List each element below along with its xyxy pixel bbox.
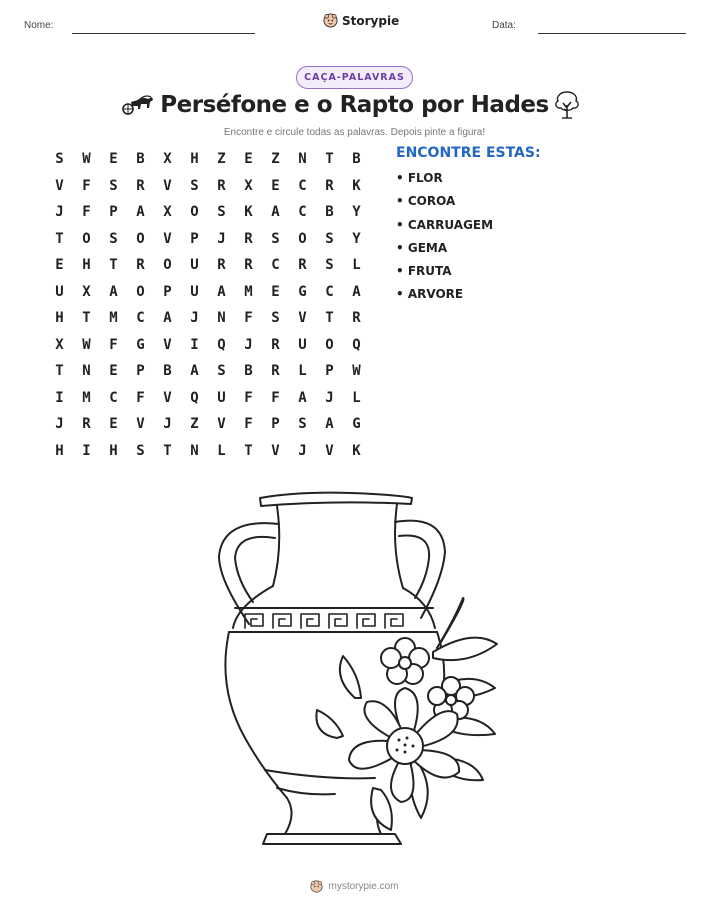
grid-cell[interactable]: W	[82, 151, 91, 168]
grid-cell[interactable]: R	[82, 416, 91, 433]
grid-cell[interactable]: E	[109, 151, 118, 168]
grid-cell[interactable]: F	[82, 177, 91, 194]
grid-cell[interactable]: A	[352, 283, 361, 300]
grid-cell[interactable]: G	[136, 336, 145, 353]
brand	[323, 13, 399, 28]
grid-cell[interactable]: V	[163, 389, 172, 406]
grid-cell[interactable]: R	[271, 363, 280, 380]
grid-cell[interactable]: K	[244, 204, 253, 221]
grid-cell[interactable]: F	[244, 416, 253, 433]
grid-row	[46, 438, 370, 465]
grid-cell[interactable]: C	[325, 283, 334, 300]
vase-with-flowers-image	[205, 488, 505, 863]
grid-cell[interactable]: B	[244, 363, 253, 380]
grid-cell[interactable]: F	[244, 310, 253, 327]
grid-cell[interactable]: S	[271, 230, 280, 247]
grid-cell[interactable]: F	[109, 336, 118, 353]
page-title: Perséfone e o Rapto por Hades	[160, 92, 549, 118]
grid-cell[interactable]: L	[298, 363, 307, 380]
grid-cell[interactable]: J	[163, 416, 172, 433]
grid-cell[interactable]: O	[163, 257, 172, 274]
grid-cell[interactable]: X	[163, 204, 172, 221]
grid-cell[interactable]: S	[190, 177, 199, 194]
grid-cell[interactable]: W	[82, 336, 91, 353]
grid-cell[interactable]: M	[244, 283, 253, 300]
grid-cell[interactable]: R	[325, 177, 334, 194]
date-label: Data:	[492, 20, 516, 31]
grid-cell[interactable]: I	[190, 336, 199, 353]
grid-cell[interactable]: G	[298, 283, 307, 300]
grid-cell[interactable]: Q	[190, 389, 199, 406]
grid-cell[interactable]: X	[82, 283, 91, 300]
grid-cell[interactable]: Z	[217, 151, 226, 168]
footer	[0, 880, 709, 893]
grid-cell[interactable]: R	[136, 177, 145, 194]
grid-cell[interactable]: S	[55, 151, 64, 168]
grid-cell[interactable]: N	[82, 363, 91, 380]
word-list-heading: ENCONTRE ESTAS:	[396, 145, 541, 161]
grid-row	[46, 226, 370, 253]
word-list-item: • GEMA	[396, 240, 448, 255]
grid-cell[interactable]: J	[325, 389, 334, 406]
grid-cell[interactable]: U	[217, 389, 226, 406]
grid-cell[interactable]: V	[55, 177, 64, 194]
grid-cell[interactable]: J	[244, 336, 253, 353]
grid-cell[interactable]: C	[136, 310, 145, 327]
grid-row	[46, 358, 370, 385]
grid-cell[interactable]: N	[298, 151, 307, 168]
grid-cell[interactable]: A	[271, 204, 280, 221]
grid-cell[interactable]: A	[217, 283, 226, 300]
grid-cell[interactable]: H	[82, 257, 91, 274]
grid-cell[interactable]: M	[82, 389, 91, 406]
grid-cell[interactable]: R	[352, 310, 361, 327]
grid-cell[interactable]: T	[109, 257, 118, 274]
grid-cell[interactable]: H	[190, 151, 199, 168]
grid-cell[interactable]: Z	[190, 416, 199, 433]
grid-cell[interactable]: B	[163, 363, 172, 380]
grid-row	[46, 305, 370, 332]
storypie-mascot-icon	[310, 880, 323, 893]
grid-cell[interactable]: Y	[352, 204, 361, 221]
grid-cell[interactable]: V	[136, 416, 145, 433]
grid-cell[interactable]: H	[55, 442, 64, 459]
word-list-item: • ARVORE	[396, 287, 464, 302]
grid-cell[interactable]: E	[244, 151, 253, 168]
grid-cell[interactable]: R	[217, 257, 226, 274]
grid-cell[interactable]: T	[55, 363, 64, 380]
grid-cell[interactable]: V	[325, 442, 334, 459]
grid-cell[interactable]: P	[163, 283, 172, 300]
grid-cell[interactable]: X	[244, 177, 253, 194]
grid-cell[interactable]: Z	[271, 151, 280, 168]
footer-url[interactable]: mystorypie.com	[328, 881, 399, 892]
grid-cell[interactable]: H	[55, 310, 64, 327]
grid-cell[interactable]: O	[190, 204, 199, 221]
grid-row	[46, 411, 370, 438]
grid-cell[interactable]: J	[55, 416, 64, 433]
grid-cell[interactable]: T	[244, 442, 253, 459]
grid-cell[interactable]: C	[298, 177, 307, 194]
grid-cell[interactable]: B	[352, 151, 361, 168]
grid-cell[interactable]: P	[190, 230, 199, 247]
grid-cell[interactable]: V	[271, 442, 280, 459]
grid-cell[interactable]: O	[136, 230, 145, 247]
grid-cell[interactable]: F	[136, 389, 145, 406]
grid-row	[46, 332, 370, 359]
word-list	[396, 171, 493, 311]
grid-cell[interactable]: Y	[352, 230, 361, 247]
grid-cell[interactable]: S	[298, 416, 307, 433]
grid-cell[interactable]: E	[271, 283, 280, 300]
grid-cell[interactable]: U	[55, 283, 64, 300]
grid-cell[interactable]: R	[136, 257, 145, 274]
grid-cell[interactable]: V	[163, 336, 172, 353]
grid-cell[interactable]: V	[298, 310, 307, 327]
grid-cell[interactable]: C	[271, 257, 280, 274]
grid-cell[interactable]: A	[325, 416, 334, 433]
grid-cell[interactable]: A	[109, 283, 118, 300]
category-badge: CAÇA-PALAVRAS	[296, 66, 413, 89]
name-line	[72, 33, 255, 34]
date-line	[538, 33, 686, 34]
grid-cell[interactable]: N	[190, 442, 199, 459]
grid-cell[interactable]: R	[298, 257, 307, 274]
grid-cell[interactable]: I	[82, 442, 91, 459]
grid-cell[interactable]: V	[217, 416, 226, 433]
grid-cell[interactable]: E	[109, 416, 118, 433]
grid-cell[interactable]: L	[352, 257, 361, 274]
grid-cell[interactable]: F	[271, 389, 280, 406]
grid-cell[interactable]: F	[244, 389, 253, 406]
grid-cell[interactable]: Q	[352, 336, 361, 353]
brand-name: Storypie	[342, 13, 400, 28]
grid-cell[interactable]: P	[325, 363, 334, 380]
grid-cell[interactable]: J	[55, 204, 64, 221]
grid-row	[46, 252, 370, 279]
grid-cell[interactable]: U	[298, 336, 307, 353]
instructions: Encontre e circule todas as palavras. Depois pinte a figura!	[223, 127, 486, 138]
grid-cell[interactable]: S	[325, 257, 334, 274]
grid-cell[interactable]: X	[55, 336, 64, 353]
grid-row	[46, 199, 370, 226]
grid-cell[interactable]: U	[190, 257, 199, 274]
grid-cell[interactable]: T	[163, 442, 172, 459]
grid-cell[interactable]: G	[352, 416, 361, 433]
grid-cell[interactable]: S	[109, 177, 118, 194]
word-list-item: • FRUTA	[396, 264, 452, 279]
grid-cell[interactable]: P	[271, 416, 280, 433]
grid-cell[interactable]: O	[82, 230, 91, 247]
grid-cell[interactable]: J	[217, 230, 226, 247]
grid-cell[interactable]: W	[352, 363, 361, 380]
grid-cell[interactable]: T	[82, 310, 91, 327]
grid-row	[46, 385, 370, 412]
grid-cell[interactable]: R	[244, 257, 253, 274]
grid-cell[interactable]: U	[190, 283, 199, 300]
grid-cell[interactable]: T	[55, 230, 64, 247]
grid-cell[interactable]: A	[190, 363, 199, 380]
grid-cell[interactable]: V	[163, 230, 172, 247]
word-search-grid[interactable]	[46, 146, 370, 464]
grid-cell[interactable]: R	[271, 336, 280, 353]
grid-cell[interactable]: O	[325, 336, 334, 353]
grid-cell[interactable]: R	[244, 230, 253, 247]
grid-cell[interactable]: X	[163, 151, 172, 168]
grid-cell[interactable]: P	[136, 363, 145, 380]
grid-cell[interactable]: E	[109, 363, 118, 380]
grid-cell[interactable]: C	[109, 389, 118, 406]
grid-cell[interactable]: S	[217, 363, 226, 380]
grid-cell[interactable]: B	[136, 151, 145, 168]
grid-cell[interactable]: F	[82, 204, 91, 221]
grid-cell[interactable]: P	[109, 204, 118, 221]
grid-cell[interactable]: S	[217, 204, 226, 221]
grid-cell[interactable]: E	[271, 177, 280, 194]
grid-cell[interactable]: J	[190, 310, 199, 327]
grid-cell[interactable]: O	[136, 283, 145, 300]
grid-cell[interactable]: T	[325, 151, 334, 168]
grid-cell[interactable]: A	[298, 389, 307, 406]
grid-cell[interactable]: S	[136, 442, 145, 459]
grid-cell[interactable]: L	[217, 442, 226, 459]
grid-cell[interactable]: K	[352, 177, 361, 194]
grid-cell[interactable]: N	[217, 310, 226, 327]
grid-row	[46, 173, 370, 200]
grid-cell[interactable]: S	[109, 230, 118, 247]
grid-row	[46, 146, 370, 173]
grid-cell[interactable]: M	[109, 310, 118, 327]
grid-cell[interactable]: A	[136, 204, 145, 221]
name-label: Nome:	[24, 20, 54, 31]
grid-cell[interactable]: K	[352, 442, 361, 459]
grid-cell[interactable]: I	[55, 389, 64, 406]
grid-cell[interactable]: V	[163, 177, 172, 194]
grid-cell[interactable]: S	[271, 310, 280, 327]
grid-cell[interactable]: B	[325, 204, 334, 221]
tree-icon	[552, 88, 582, 120]
word-list-item: • CARRUAGEM	[396, 217, 494, 232]
grid-cell[interactable]: A	[163, 310, 172, 327]
grid-cell[interactable]: S	[325, 230, 334, 247]
grid-cell[interactable]: L	[352, 389, 361, 406]
grid-cell[interactable]: C	[298, 204, 307, 221]
storypie-mascot-icon	[323, 13, 338, 28]
word-list-item: • COROA	[396, 194, 456, 209]
grid-cell[interactable]: T	[325, 310, 334, 327]
word-list-item: • FLOR	[396, 171, 443, 185]
grid-row	[46, 279, 370, 306]
grid-cell[interactable]: E	[55, 257, 64, 274]
grid-cell[interactable]: H	[109, 442, 118, 459]
grid-cell[interactable]: O	[298, 230, 307, 247]
grid-cell[interactable]: R	[217, 177, 226, 194]
grid-cell[interactable]: Q	[217, 336, 226, 353]
grid-cell[interactable]: J	[298, 442, 307, 459]
